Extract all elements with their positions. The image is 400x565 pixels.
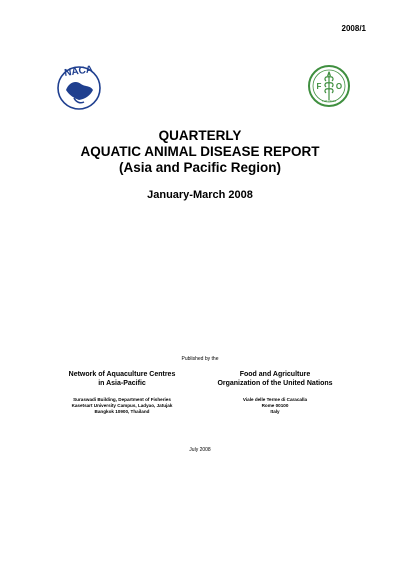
- naca-address-line-3: Bangkok 10900, Thailand: [94, 409, 150, 414]
- report-number: 2008/1: [341, 24, 366, 33]
- fao-org-name: [205, 370, 345, 388]
- naca-org-name: [52, 370, 192, 388]
- fao-letter-f: F: [316, 82, 322, 91]
- publication-date: July 2008: [189, 447, 211, 453]
- naca-address: [52, 397, 192, 415]
- title-line-region: (Asia and Pacific Region): [118, 160, 282, 175]
- fao-address: [205, 397, 345, 415]
- title-line-main: AQUATIC ANIMAL DISEASE REPORT: [80, 144, 320, 159]
- title-line-quarterly: QUARTERLY: [158, 128, 242, 143]
- naca-address-line-1: Suraswadi Building, Department of Fisheries: [73, 397, 171, 402]
- naca-logo: [52, 62, 106, 112]
- report-title: [0, 128, 400, 176]
- naca-name-line-2: in Asia-Pacific: [98, 380, 146, 387]
- naca-logo-text: NACA: [63, 64, 94, 79]
- fao-name-line-1: Food and Agriculture: [239, 371, 311, 378]
- report-period: January-March 2008: [147, 189, 253, 201]
- published-by-label: Published by the: [181, 356, 219, 362]
- fao-letter-a: A: [326, 72, 332, 78]
- fao-name-line-2: Organization of the United Nations: [217, 380, 333, 387]
- fao-address-line-3: Italy: [270, 409, 280, 414]
- fao-address-line-1: Viale delle Terme di Caracalla: [242, 397, 308, 402]
- fao-letter-o: O: [335, 82, 343, 91]
- fao-address-line-2: Rome 00100: [261, 403, 289, 408]
- fao-motto: FIAT PANIS: [322, 100, 336, 103]
- fao-logo: [307, 63, 351, 109]
- naca-address-line-2: Kasetsart University Campus, Ladyao, Jatujak: [71, 403, 173, 408]
- naca-name-line-1: Network of Aquaculture Centres: [68, 371, 176, 378]
